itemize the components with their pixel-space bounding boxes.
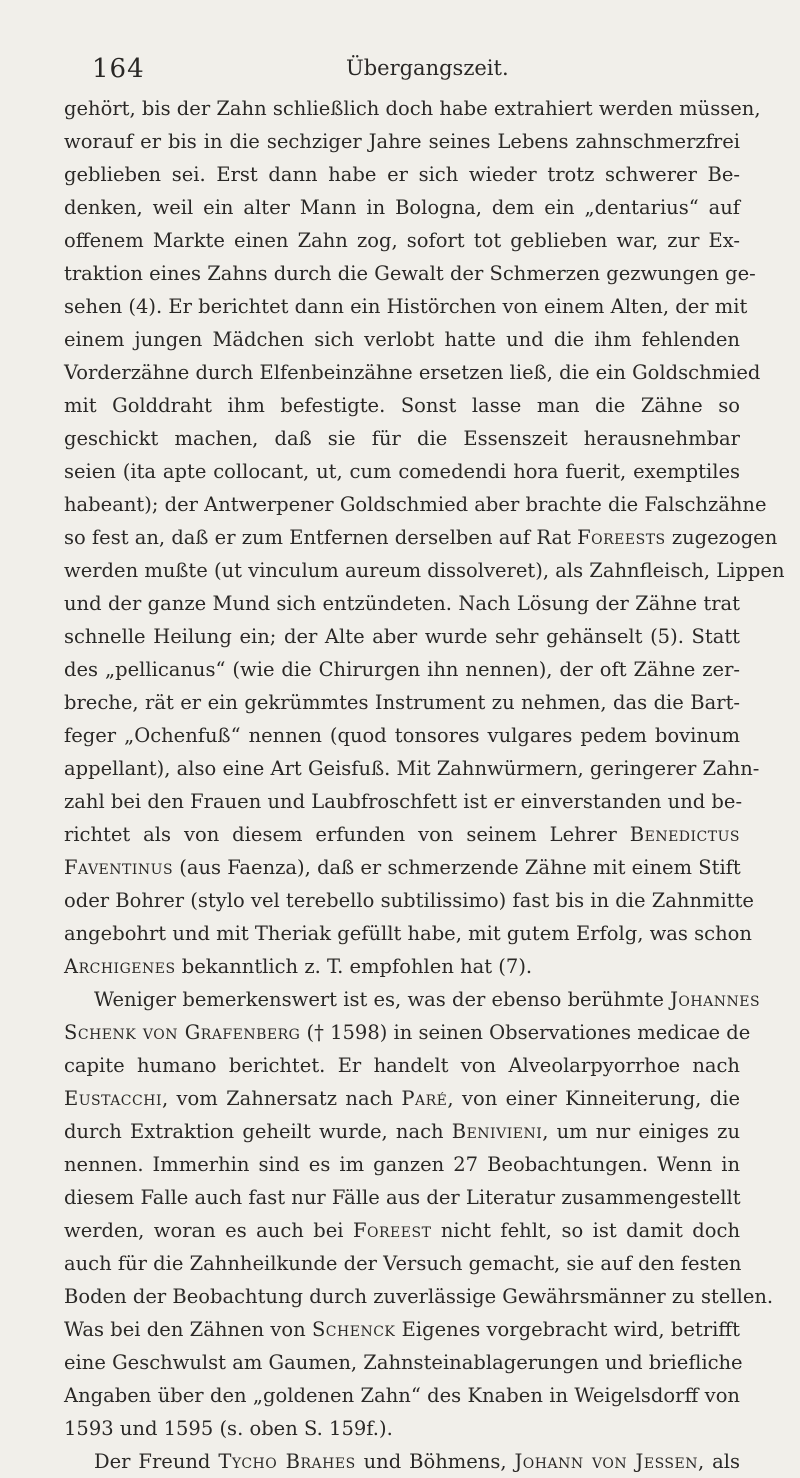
person-name: Foreest (352, 1219, 432, 1242)
text-segment: des „pellicanus“ (wie die Chirurgen ihn nennen), der oft Zähne zer- (64, 658, 740, 681)
text-segment: traktion eines Zahns durch die Gewalt der Schmerzen gezwungen ge- (64, 262, 756, 285)
text-line (64, 1412, 740, 1445)
text-segment: , um nur einiges zu (542, 1120, 740, 1143)
page-header (92, 54, 732, 94)
person-name: Archigenes (64, 955, 176, 978)
text-segment: geschickt machen, daß sie für die Essenszeit herausnehmbar (64, 427, 740, 450)
text-line (64, 1247, 740, 1280)
text-line (64, 1445, 740, 1478)
person-name: Benivieni (451, 1120, 543, 1143)
text-line (64, 488, 767, 521)
text-line (64, 983, 761, 1016)
text-segment: Boden der Beobachtung durch zuverlässige Gewährsmänner zu stellen. (64, 1285, 774, 1308)
body-text (64, 92, 785, 1478)
text-line (64, 290, 748, 323)
text-segment: so fest an, daß er zum Entfernen derselben auf Rat (64, 526, 578, 549)
text-segment: , vom Zahnersatz nach (161, 1087, 402, 1110)
text-line (64, 125, 740, 158)
text-segment: , von einer Kinneiterung, die (447, 1087, 740, 1110)
text-line (64, 389, 740, 422)
person-name: Johannes (670, 988, 761, 1011)
person-name: Benedictus (629, 823, 740, 846)
text-line (64, 752, 760, 785)
person-name: Faventinus (64, 856, 174, 879)
text-segment: († 1598) in seinen Observationes medicae de (300, 1021, 751, 1044)
text-segment: einem jungen Mädchen sich verlobt hatte und die ihm fehlenden (64, 328, 740, 351)
person-name: Eustacchi (64, 1087, 162, 1110)
text-segment: und der ganze Mund sich entzündeten. Nach Lösung der Zähne trat (64, 592, 740, 615)
text-line (64, 851, 740, 884)
text-segment: oder Bohrer (stylo vel terebello subtilissimo) fast bis in die Zahnmitte (64, 889, 754, 912)
text-line (64, 224, 740, 257)
text-line (64, 719, 740, 752)
text-line (64, 1379, 740, 1412)
person-name: Schenck (311, 1318, 396, 1341)
text-segment: eine Geschwulst am Gaumen, Zahnsteinablagerungen und briefliche (64, 1351, 743, 1374)
text-line (64, 1082, 740, 1115)
text-line (64, 1181, 740, 1214)
text-line (64, 1049, 740, 1082)
text-segment: nennen. Immerhin sind es im ganzen 27 Beobachtungen. Wenn in (64, 1153, 740, 1176)
text-line (64, 1214, 740, 1247)
text-line (64, 1115, 740, 1148)
text-line (64, 323, 740, 356)
text-segment: angebohrt und mit Theriak gefüllt habe, mit gutem Erfolg, was schon (64, 922, 752, 945)
text-segment: zugezogen (665, 526, 778, 549)
text-segment: worauf er bis in die sechziger Jahre seines Lebens zahnschmerzfrei (64, 130, 740, 153)
person-name: Schenk von Grafenberg (64, 1021, 301, 1044)
text-segment: werden, woran es auch bei (64, 1219, 353, 1242)
text-segment: Vorderzähne durch Elfenbeinzähne ersetzen ließ, die ein Goldschmied (64, 361, 761, 384)
text-line (64, 686, 740, 719)
person-name: Paré (401, 1087, 448, 1110)
text-line (64, 521, 778, 554)
person-name: Foreests (577, 526, 666, 549)
running-title: Übergangszeit. (346, 56, 509, 80)
text-line (64, 917, 752, 950)
text-segment: feger „Ochenfuß“ nennen (quod tonsores vulgares pedem bovinum (64, 724, 740, 747)
text-line (64, 818, 740, 851)
text-segment: sehen (4). Er berichtet dann ein Histörchen von einem Alten, der mit (64, 295, 748, 318)
text-line (64, 158, 740, 191)
text-segment: geblieben sei. Erst dann habe er sich wieder trotz schwerer Be- (64, 163, 740, 186)
text-segment: zahl bei den Frauen und Laubfroschfett ist er einverstanden und be- (64, 790, 743, 813)
text-segment: habeant); der Antwerpener Goldschmied aber brachte die Falschzähne (64, 493, 767, 516)
text-segment: , als (697, 1450, 740, 1473)
text-line (64, 257, 756, 290)
text-line (64, 620, 740, 653)
text-segment: offenem Markte einen Zahn zog, sofort tot geblieben war, zur Ex- (64, 229, 740, 252)
text-line (64, 1280, 774, 1313)
text-line (64, 884, 754, 917)
text-segment: durch Extraktion geheilt wurde, nach (64, 1120, 452, 1143)
text-line (64, 1148, 740, 1181)
text-segment: Der Freund (94, 1450, 219, 1473)
text-segment: Was bei den Zähnen von (64, 1318, 312, 1341)
text-line (64, 422, 740, 455)
text-segment: Eigenes vorgebracht wird, betrifft (395, 1318, 740, 1341)
text-segment: capite humano berichtet. Er handelt von Alveolarpyorrhoe nach (64, 1054, 740, 1077)
text-line (64, 653, 740, 686)
text-segment: diesem Falle auch fast nur Fälle aus der Literatur zusammengestellt (64, 1186, 741, 1209)
text-segment: 1593 und 1595 (s. oben S. 159f.). (64, 1417, 393, 1440)
text-line (64, 191, 740, 224)
text-line (64, 92, 761, 125)
text-segment: Weniger bemerkenswert ist es, was der ebenso berühmte (94, 988, 671, 1011)
text-segment: gehört, bis der Zahn schließlich doch habe extrahiert werden müssen, (64, 97, 761, 120)
text-segment: schnelle Heilung ein; der Alte aber wurde sehr gehänselt (5). Statt (64, 625, 740, 648)
text-segment: bekanntlich z. T. empfohlen hat (7). (175, 955, 533, 978)
text-segment: und Böhmens, (355, 1450, 515, 1473)
text-line (64, 455, 740, 488)
text-line (64, 587, 740, 620)
text-segment: (aus Faenza), daß er schmerzende Zähne mit einem Stift (173, 856, 741, 879)
text-segment: seien (ita apte collocant, ut, cum comedendi hora fuerit, exemptiles (64, 460, 740, 483)
person-name: Tycho Brahes (218, 1450, 356, 1473)
text-line (64, 1016, 751, 1049)
text-line (64, 554, 785, 587)
text-line (64, 1313, 740, 1346)
text-line (64, 1346, 743, 1379)
text-segment: nicht fehlt, so ist damit doch (431, 1219, 740, 1242)
text-segment: appellant), also eine Art Geisfuß. Mit Zahnwürmern, geringerer Zahn- (64, 757, 760, 780)
person-name: Johann von Jessen (514, 1450, 698, 1473)
text-segment: richtet als von diesem erfunden von seinem Lehrer (64, 823, 630, 846)
text-line (64, 785, 743, 818)
text-line (64, 356, 761, 389)
page-number: 164 (92, 54, 145, 84)
text-segment: werden mußte (ut vinculum aureum dissolveret), als Zahnfleisch, Lippen (64, 559, 785, 582)
text-segment: mit Golddraht ihm befestigte. Sonst lasse man die Zähne so (64, 394, 740, 417)
text-segment: breche, rät er ein gekrümmtes Instrument zu nehmen, das die Bart- (64, 691, 740, 714)
text-line (64, 950, 740, 983)
text-segment: denken, weil ein alter Mann in Bologna, dem ein „dentarius“ auf (64, 196, 740, 219)
text-segment: auch für die Zahnheilkunde der Versuch gemacht, sie auf den festen (64, 1252, 742, 1275)
text-segment: Angaben über den „goldenen Zahn“ des Knaben in Weigelsdorff von (64, 1384, 740, 1407)
